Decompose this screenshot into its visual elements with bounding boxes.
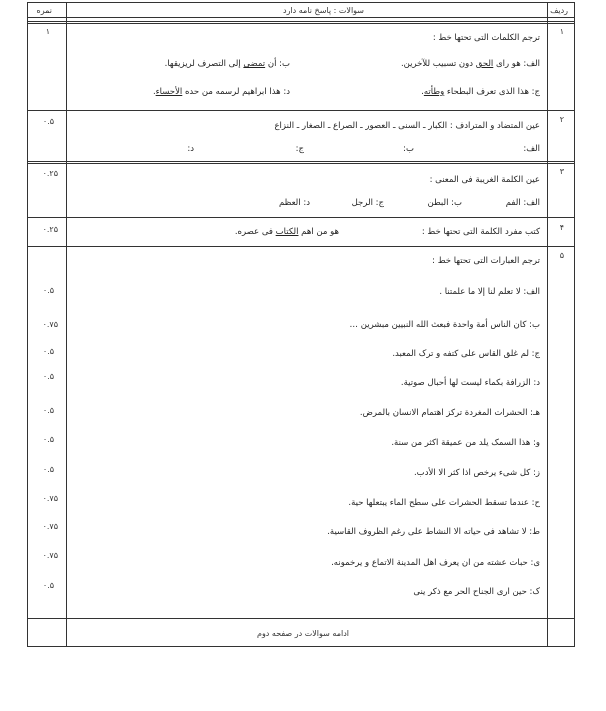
q3-option-d: د: العظم bbox=[278, 198, 310, 208]
q1-option-a: الف: هو رای الحق دون تسبیب للآخرین. bbox=[400, 59, 540, 69]
q5-item-6: و: هذا السمک یلد من عمیقة اکثر من سنة. bbox=[391, 438, 540, 448]
header-radif: ردیف bbox=[550, 6, 568, 15]
q5-item-6-score: ۰.۵ bbox=[42, 435, 54, 444]
continuation-note: ادامه سوالات در صفحه دوم bbox=[256, 629, 349, 638]
header-questions: سوالات : پاسخ نامه دارد bbox=[283, 6, 364, 15]
q2-radif: ۲ bbox=[559, 115, 564, 124]
header-double-divider bbox=[28, 21, 574, 24]
q1-score: ۱ bbox=[45, 27, 50, 36]
q3-radif: ۳ bbox=[559, 167, 564, 176]
q5-item-7-score: ۰.۵ bbox=[42, 465, 54, 474]
q5-item-5-score: ۰.۵ bbox=[42, 406, 54, 415]
q1-option-c: ج: هذا الذی تعرف البطحاء وطأته. bbox=[421, 87, 540, 97]
q5-item-8-score: ۰.۷۵ bbox=[42, 494, 58, 503]
q1-option-d: د: هذا ابراهیم لرسمه من حده الأحساء. bbox=[152, 87, 290, 97]
q5-item-3: ج: لم غلق القاس علی کتفه و ترک المعبد. bbox=[392, 349, 540, 359]
q5-item-11-score: ۰.۵ bbox=[42, 581, 54, 590]
q4-score: ۰.۲۵ bbox=[42, 225, 58, 234]
q3-option-c: ج: الرجل bbox=[351, 198, 384, 208]
q5-item-4-score: ۰.۵ bbox=[42, 372, 54, 381]
q5-radif: ۵ bbox=[559, 251, 564, 260]
q3-option-b: ب: البطن bbox=[427, 198, 462, 208]
q2-option-a: الف: bbox=[523, 144, 540, 154]
q5-title: ترجم العبارات التی تحتها خط : bbox=[432, 256, 540, 266]
q5-item-7: ز: کل شیء یرخص اذا کثر الا الأدب. bbox=[413, 468, 540, 478]
radif-column-divider bbox=[547, 3, 548, 646]
q4-sentence: هو من اهم الکتاب فی عصره. bbox=[234, 227, 339, 237]
q5-item-2-score: ۰.۷۵ bbox=[42, 320, 58, 329]
q3-option-a: الف: الفم bbox=[505, 198, 540, 208]
q4-title: کتب مفرد الکلمة التی تحتها خط : bbox=[421, 227, 540, 237]
q5-item-4: د: الزرافة بکماء لیست لها أحبال صوتیة. bbox=[400, 378, 540, 388]
q2-title: عین المتضاد و المترادف : الکبار ـ السنی ـ العصور ـ الصراع ـ الصغار ـ النزاع bbox=[274, 121, 540, 131]
q5-item-11: ک: حین اری الجناح الحر مع ذکر ینی bbox=[413, 587, 540, 597]
q5-item-8: ح: عندما تسقط الحشرات علی سطح الماء یبتعلها حیة. bbox=[348, 498, 540, 508]
q5-item-2: ب: کان الناس أمة واحدة فبعث الله النبیین مبشرین … bbox=[349, 320, 540, 330]
header-score: نمره bbox=[36, 6, 52, 15]
q5-item-10: ی: حبات عشته من ان یعرف اهل المدینة الاتماع و یرخمونه. bbox=[331, 558, 540, 568]
q5-item-9-score: ۰.۷۵ bbox=[42, 522, 58, 531]
q3-title: عین الکلمة الغریبة فی المعنی : bbox=[429, 175, 540, 185]
q2-option-d: د: bbox=[187, 144, 194, 154]
row-divider-2 bbox=[28, 161, 574, 164]
q5-item-10-score: ۰.۷۵ bbox=[42, 551, 58, 560]
q1-title: ترجم الکلمات التی تحتها خط : bbox=[432, 33, 540, 43]
q1-option-b: ب: أن تمضی إلى التصرف لریزیقها. bbox=[164, 59, 290, 69]
q2-option-b: ب: bbox=[403, 144, 414, 154]
q5-item-5: هـ: الحشرات المغردة ترکز اهتمام الانسان بالمرض. bbox=[359, 408, 540, 418]
q5-item-9: ط: لا تشاهد فی حیاته الا النشاط علی رغم الظروف القاسیة. bbox=[327, 527, 540, 537]
q4-radif: ۴ bbox=[559, 223, 564, 232]
q5-item-1: الف: لا تعلم لنا إلا ما علمتنا . bbox=[439, 287, 540, 297]
score-column-divider bbox=[66, 3, 67, 646]
q2-score: ۰.۵ bbox=[42, 117, 54, 126]
row-divider-3 bbox=[28, 217, 574, 218]
q3-score: ۰.۲۵ bbox=[42, 169, 58, 178]
q5-item-1-score: ۰.۵ bbox=[42, 286, 54, 295]
row-divider-4 bbox=[28, 246, 574, 247]
row-divider-5 bbox=[28, 618, 574, 619]
header-divider bbox=[28, 17, 574, 18]
q2-option-c: ج: bbox=[295, 144, 304, 154]
exam-sheet bbox=[27, 2, 575, 647]
q5-item-3-score: ۰.۵ bbox=[42, 347, 54, 356]
q1-radif: ۱ bbox=[559, 27, 564, 36]
row-divider-1 bbox=[28, 110, 574, 111]
